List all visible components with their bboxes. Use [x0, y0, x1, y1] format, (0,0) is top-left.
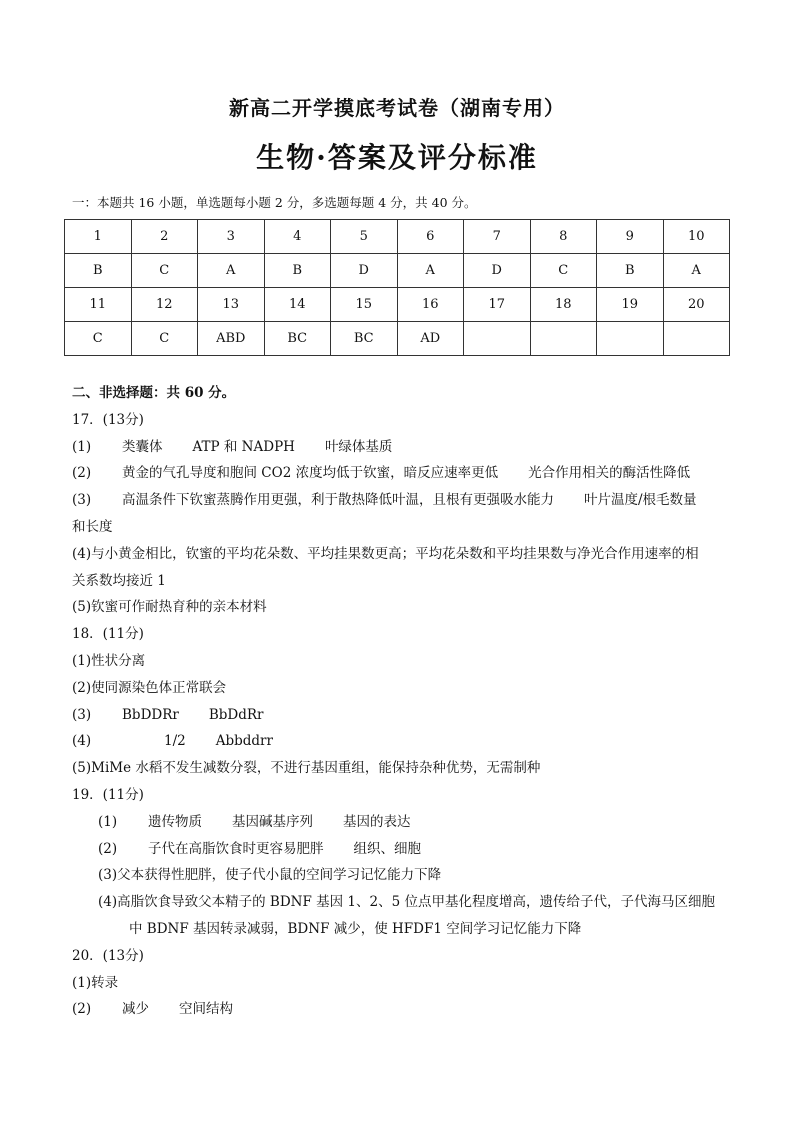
q17-a2-part2: 光合作用相关的酶活性降低 [528, 465, 691, 482]
q17-a1-part2: ATP 和 NADPH [192, 438, 295, 455]
q18-answer-4 [72, 728, 732, 755]
q17-a1-number: (1) [72, 438, 92, 455]
q17-answer-4-line2: 关系数均接近 1 [72, 572, 166, 589]
section2-heading: 二、非选择题：共 60 分。 [72, 385, 236, 401]
q18-a4-number: (4) [72, 733, 92, 750]
q19-a1-part3: 基因的表达 [343, 813, 411, 830]
q18-a4-part2: Abbddrr [215, 733, 273, 750]
q19-answer-4-line1: (4)高脂饮食导致父本精子的 BDNF 基因 1、2、5 位点甲基化程度增高，遗传给子代，子代海马区细胞 [98, 894, 715, 911]
answer-cell: C [131, 322, 198, 356]
q20-answer-1: (1)转录 [72, 974, 119, 991]
q18-a4-part1: 1/2 [164, 733, 186, 750]
q17-answer-5: (5)钦蜜可作耐热育种的亲本材料 [72, 599, 267, 616]
q19-a1-part2: 基因碱基序列 [232, 813, 313, 830]
answer-table-answer-row [65, 322, 730, 356]
question-number-cell: 19 [597, 288, 664, 322]
q18-answer-5: (5)MiMe 水稻不发生减数分裂，不进行基因重组，能保持杂种优势，无需制种 [72, 760, 541, 777]
q18-a3-part1: BbDDRr [122, 706, 179, 723]
answer-cell [597, 322, 664, 356]
q17-answer-3 [72, 487, 732, 514]
answer-cell: B [65, 254, 132, 288]
answer-key-title: 生物·答案及评分标准 [256, 141, 538, 174]
q18-answer-2: (2)使同源染色体正常联会 [72, 679, 227, 696]
answer-cell [663, 322, 730, 356]
q20-a2-number: (2) [72, 1001, 92, 1018]
question-number-cell: 15 [331, 288, 398, 322]
question-number-cell: 20 [663, 288, 730, 322]
q17-answer-1 [72, 434, 732, 461]
question-number-cell: 13 [198, 288, 265, 322]
answer-cell: C [530, 254, 597, 288]
q19-a2-part2: 组织、细胞 [353, 840, 421, 857]
question-number-cell: 6 [397, 220, 464, 254]
answer-cell: C [131, 254, 198, 288]
q19-a2-part1: 子代在高脂饮食时更容易肥胖 [148, 840, 324, 857]
answer-cell: A [198, 254, 265, 288]
question-number-cell: 4 [264, 220, 331, 254]
answer-cell: AD [397, 322, 464, 356]
answer-table-number-row [65, 288, 730, 322]
section1-intro: 一：本题共 16 小题，单选题每小题 2 分，多选题每题 4 分，共 40 分。 [72, 195, 477, 210]
question-number-cell: 5 [331, 220, 398, 254]
answer-cell [530, 322, 597, 356]
q17-a2-part1: 黄金的气孔导度和胞间 CO2 浓度均低于钦蜜，暗反应速率更低 [122, 465, 499, 482]
section2-content [72, 380, 732, 1023]
q17-answer-4-line1: (4)与小黄金相比，钦蜜的平均花朵数、平均挂果数更高；平均花朵数和平均挂果数与净光合作用速率的相 [72, 545, 699, 562]
question-number-cell: 11 [65, 288, 132, 322]
q17-a3-part2: 叶片温度/根毛数量 [584, 492, 697, 509]
q17-a2-number: (2) [72, 465, 92, 482]
question-number-cell: 9 [597, 220, 664, 254]
q19-answer-3: (3)父本获得性肥胖，使子代小鼠的空间学习记忆能力下降 [98, 867, 442, 884]
q19-a1-part1: 遗传物质 [148, 813, 202, 830]
question-number-cell: 8 [530, 220, 597, 254]
answer-cell: BC [331, 322, 398, 356]
question-number-cell: 14 [264, 288, 331, 322]
question-number-cell: 17 [464, 288, 531, 322]
q19-title: 19．(11分) [72, 786, 144, 803]
answer-cell [464, 322, 531, 356]
question-number-cell: 7 [464, 220, 531, 254]
answer-cell: A [663, 254, 730, 288]
question-number-cell: 12 [131, 288, 198, 322]
answer-table-number-row [65, 220, 730, 254]
answer-cell: ABD [198, 322, 265, 356]
answer-cell: B [264, 254, 331, 288]
q20-a2-part1: 减少 [122, 1001, 149, 1018]
answer-table [64, 219, 730, 356]
answer-cell: A [397, 254, 464, 288]
q17-a3-number: (3) [72, 492, 92, 509]
answer-table-answer-row [65, 254, 730, 288]
q18-answer-3 [72, 702, 732, 729]
answer-cell: C [65, 322, 132, 356]
question-number-cell: 18 [530, 288, 597, 322]
answer-cell: D [464, 254, 531, 288]
q17-a3-part1: 高温条件下钦蜜蒸腾作用更强，利于散热降低叶温，且根有更强吸水能力 [122, 492, 554, 509]
q18-a3-number: (3) [72, 706, 92, 723]
q18-a3-part2: BbDdRr [208, 706, 264, 723]
q17-a1-part3: 叶绿体基质 [324, 438, 393, 455]
question-number-cell: 16 [397, 288, 464, 322]
answer-cell: D [331, 254, 398, 288]
q19-a2-number: (2) [98, 840, 118, 857]
q18-answer-1: (1)性状分离 [72, 652, 146, 669]
question-number-cell: 3 [198, 220, 265, 254]
question-number-cell: 2 [131, 220, 198, 254]
q17-title: 17．(13分) [72, 411, 144, 428]
q20-answer-2 [72, 996, 732, 1023]
q17-a1-part1: 类囊体 [122, 438, 163, 455]
q19-answer-2 [72, 836, 732, 863]
q20-title: 20．(13分) [72, 947, 144, 964]
q17-answer-2 [72, 460, 732, 487]
q20-a2-part2: 空间结构 [179, 1001, 233, 1018]
q19-a1-number: (1) [98, 813, 118, 830]
q19-answer-4-line2: 中 BDNF 基因转录减弱，BDNF 减少，使 HFDF1 空间学习记忆能力下降 [129, 920, 582, 937]
exam-title: 新高二开学摸底考试卷（湖南专用） [229, 96, 565, 120]
q18-title: 18．(11分) [72, 626, 144, 643]
question-number-cell: 1 [65, 220, 132, 254]
answer-cell: B [597, 254, 664, 288]
q19-answer-1 [72, 809, 732, 836]
answer-cell: BC [264, 322, 331, 356]
question-number-cell: 10 [663, 220, 730, 254]
q17-answer-3-continued: 和长度 [72, 518, 113, 535]
